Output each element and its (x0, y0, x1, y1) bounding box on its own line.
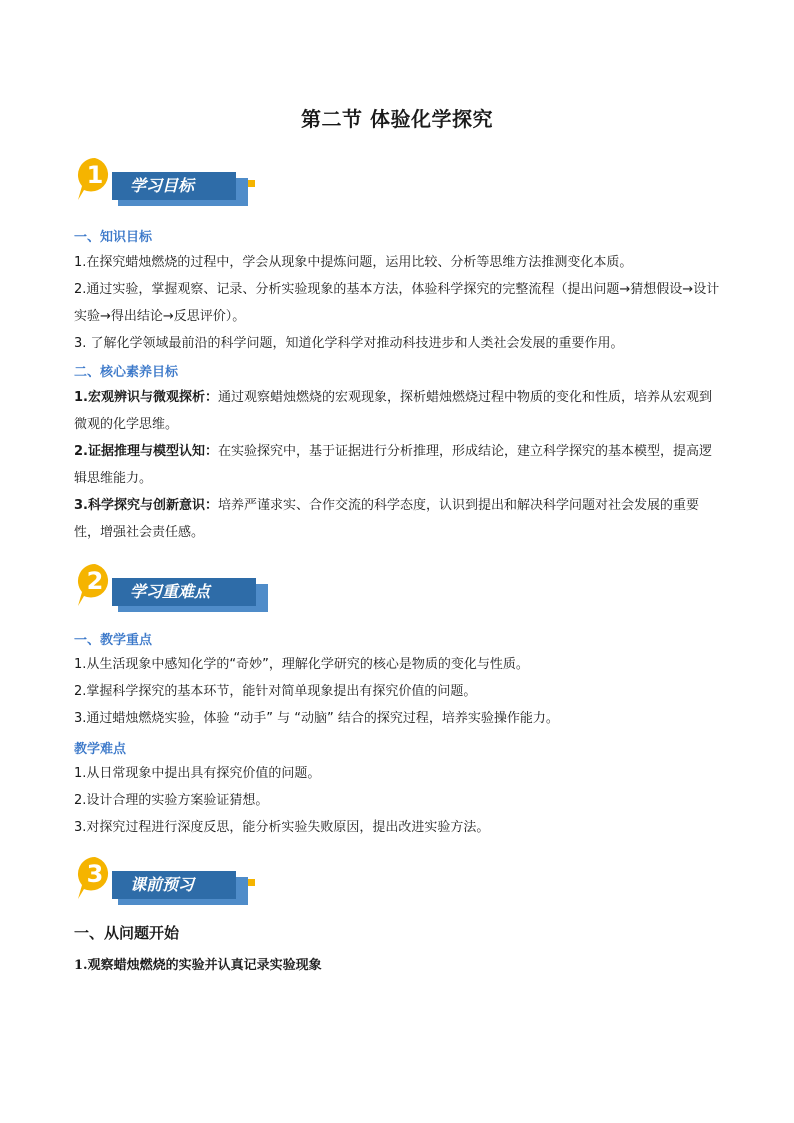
knowledge-heading: 一、知识目标 (74, 230, 153, 245)
section-number-1: 1 (86, 161, 104, 189)
core-item-text: 培养严谨求实、合作交流的科学态度，认识到提出和解决科学问题对社会发展的重要性，增强社会责任感。 (74, 498, 699, 540)
section-label-2: 学习重难点 (112, 578, 256, 606)
knowledge-item: 2.通过实验，掌握观察、记录、分析实验现象的基本方法，体验科学探究的完整流程（提出问题→猜想假设→设计实验→得出结论→反思评价）。 (74, 282, 720, 324)
difficult-heading: 教学难点 (74, 742, 127, 757)
knowledge-item: 1.在探究蜡烛燃烧的过程中，学会从现象中提炼问题，运用比较、分析等思维方法推测变化本质。 (74, 255, 633, 270)
section-number-2: 2 (86, 567, 104, 595)
focus-heading: 一、教学重点 (74, 633, 153, 648)
core-item (74, 492, 722, 546)
core-item (74, 384, 722, 438)
knowledge-item: 3. 了解化学领域最前沿的科学问题，知道化学科学对推动科技进步和人类社会发展的重要作用。 (74, 336, 624, 351)
section-banner-1 (76, 154, 266, 212)
core-item-lead: 1.宏观辨识与微观探析： (74, 390, 218, 405)
difficult-item: 1.从日常现象中提出具有探究价值的问题。 (74, 766, 321, 781)
preview-subheading: 1.观察蜡烛燃烧的实验并认真记录实验现象 (74, 958, 322, 973)
focus-item: 2.掌握科学探究的基本环节，能针对简单现象提出有探究价值的问题。 (74, 684, 477, 699)
difficult-item: 3.对探究过程进行深度反思，能分析实验失败原因，提出改进实验方法。 (74, 820, 490, 835)
section-label-1: 学习目标 (112, 172, 236, 200)
preview-heading: 一、从问题开始 (74, 924, 180, 942)
core-item-lead: 3.科学探究与创新意识： (74, 498, 218, 513)
core-item-text: 通过观察蜡烛燃烧的宏观现象，探析蜡烛燃烧过程中物质的变化和性质，培养从宏观到微观的化学思维。 (74, 390, 712, 432)
section-banner-2 (76, 560, 286, 618)
section-number-3: 3 (86, 860, 104, 888)
core-heading: 二、核心素养目标 (74, 365, 179, 380)
focus-item: 1.从生活现象中感知化学的“奇妙”，理解化学研究的核心是物质的变化与性质。 (74, 657, 529, 672)
section-label-3: 课前预习 (112, 871, 236, 899)
focus-item: 3.通过蜡烛燃烧实验，体验 “动手” 与 “动脑” 结合的探究过程，培养实验操作能力。 (74, 711, 559, 726)
core-item (74, 438, 722, 492)
core-item-text: 在实验探究中，基于证据进行分析推理，形成结论，建立科学探究的基本模型，提高逻辑思维能力。 (74, 444, 712, 486)
difficult-item: 2.设计合理的实验方案验证猜想。 (74, 793, 269, 808)
section-banner-3 (76, 853, 266, 911)
core-item-lead: 2.证据推理与模型认知： (74, 444, 218, 459)
page-title: 第二节 体验化学探究 (301, 107, 493, 131)
